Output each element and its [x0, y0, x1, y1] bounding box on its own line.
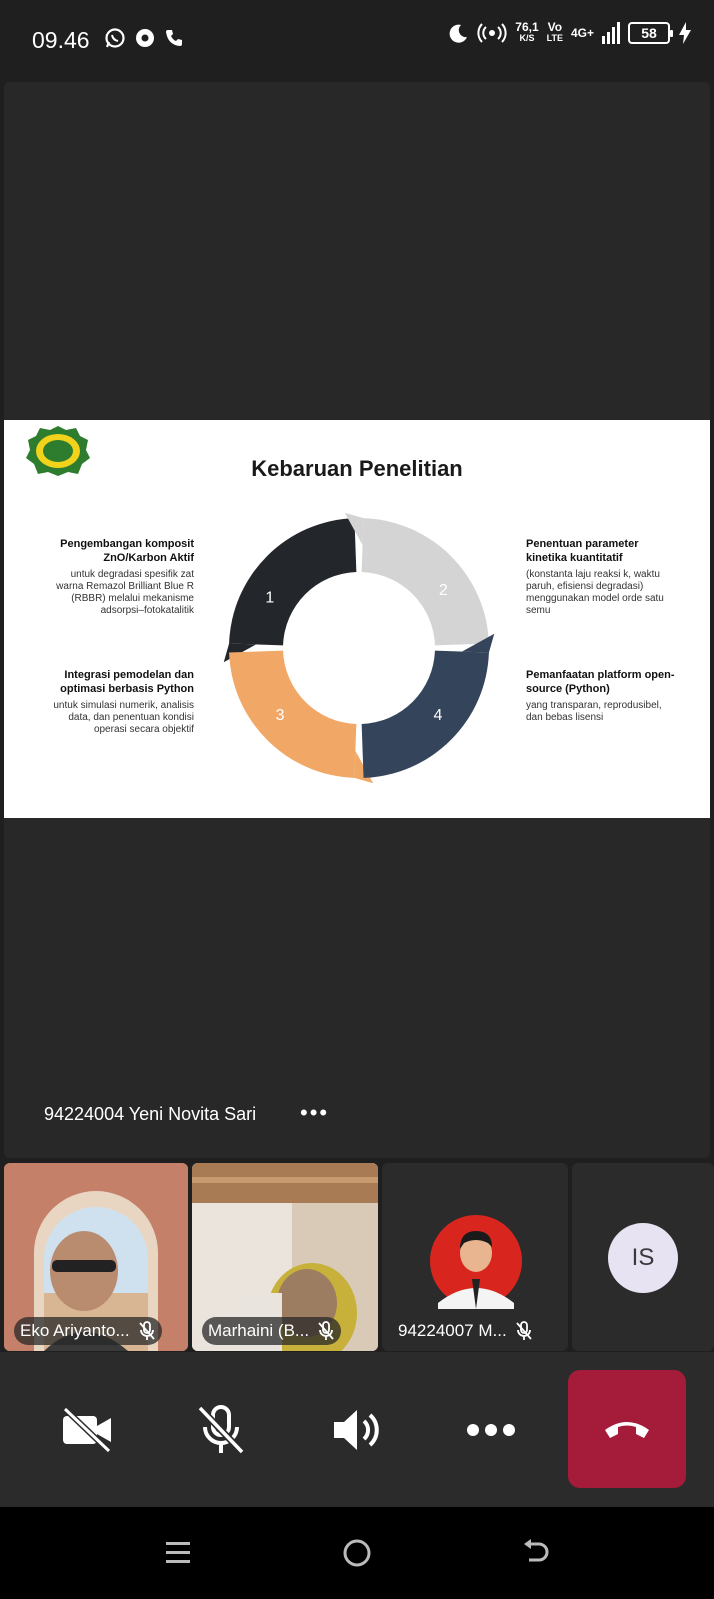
active-speaker-name: 94224004 Yeni Novita Sari — [44, 1104, 257, 1124]
item-4 — [526, 668, 678, 724]
more-options-button[interactable] — [446, 1352, 536, 1507]
slide-title: Kebaruan Penelitian — [251, 456, 463, 481]
recent-apps-button[interactable] — [148, 1529, 208, 1577]
item-3-body: untuk simulasi numerik, analisis data, dan penentuan kondisi operasi secara objektif — [53, 700, 194, 735]
cycle-diagram — [219, 508, 499, 788]
more-icon — [466, 1423, 516, 1437]
back-icon — [521, 1538, 551, 1568]
system-nav-bar — [0, 1507, 714, 1599]
avatar — [428, 1213, 524, 1309]
status-bar — [0, 0, 714, 80]
signal-icon — [602, 22, 620, 44]
recents-icon — [164, 1539, 192, 1567]
shared-slide — [4, 420, 710, 818]
network-type: 4G+ — [570, 25, 594, 40]
participant-name: Marhaini (B... — [208, 1321, 310, 1340]
speaker-toggle-button[interactable] — [312, 1352, 402, 1507]
cycle-number-4: 4 — [433, 707, 443, 725]
participant-tile[interactable] — [192, 1163, 378, 1351]
camera-off-icon — [61, 1407, 113, 1453]
location-icon — [134, 27, 156, 49]
speaker-more-button[interactable]: ••• — [300, 1100, 330, 1125]
net-speed: 76,1 K/S — [515, 20, 539, 43]
participant-tile[interactable] — [572, 1163, 714, 1351]
whatsapp-icon — [104, 27, 126, 49]
item-2-heading: Penentuan parameter kinetika kuantitatif — [526, 538, 639, 564]
call-controls — [0, 1352, 714, 1507]
item-2-body: (konstanta laju reaksi k, waktu paruh, efisiensi degradasi) menggunakan model orde satu semu — [526, 569, 664, 616]
cycle-segment-1 — [229, 518, 356, 645]
system-indicators — [447, 22, 692, 44]
item-3 — [42, 668, 194, 736]
item-1 — [42, 537, 194, 617]
participant-name-bar — [14, 1317, 162, 1345]
cycle-number-3: 3 — [275, 707, 285, 725]
clock: 09.46 — [32, 27, 90, 53]
participant-name-bar — [202, 1317, 341, 1345]
cycle-segment-3 — [229, 651, 356, 778]
item-1-heading: Pengembangan komposit ZnO/Karbon Aktif — [60, 538, 194, 564]
mic-off-icon — [196, 1404, 246, 1456]
cycle-number-2: 2 — [438, 581, 448, 599]
charging-icon — [678, 22, 692, 44]
moon-icon — [447, 22, 469, 44]
item-4-body: yang transparan, reprodusibel, dan bebas lisensi — [526, 700, 662, 723]
participant-name: Eko Ariyanto... — [20, 1321, 130, 1340]
back-button[interactable] — [506, 1529, 566, 1577]
item-2 — [526, 537, 678, 617]
avatar-initials: IS — [608, 1223, 678, 1293]
speaker-icon — [331, 1407, 383, 1453]
cycle-segment-4 — [362, 651, 489, 778]
cycle-segment-2 — [362, 518, 489, 645]
home-button[interactable] — [327, 1529, 387, 1577]
participant-name: 94224007 M... — [398, 1321, 507, 1340]
participant-tile[interactable] — [4, 1163, 188, 1351]
volte-indicator: Vo LTE — [546, 20, 563, 43]
item-4-heading: Pemanfaatan platform open-source (Python) — [526, 669, 675, 695]
mic-toggle-button[interactable] — [176, 1352, 266, 1507]
home-icon — [342, 1538, 372, 1568]
participant-name-bar — [392, 1317, 539, 1345]
end-call-button[interactable] — [568, 1370, 686, 1488]
mic-off-icon — [515, 1321, 533, 1341]
cycle-number-1: 1 — [265, 589, 275, 607]
hotspot-icon — [477, 22, 507, 44]
item-1-body: untuk degradasi spesifik zat warna Remazol Brilliant Blue R (RBBR) melalui mekanisme adsorpsi–fotokatalitik — [56, 569, 194, 616]
phone-icon — [164, 28, 184, 48]
mic-off-icon — [317, 1321, 335, 1341]
participant-strip — [0, 1163, 714, 1351]
participant-tile[interactable] — [382, 1163, 568, 1351]
battery-indicator: 58 — [628, 22, 670, 44]
item-3-heading: Integrasi pemodelan dan optimasi berbasis Python — [60, 669, 194, 695]
end-call-icon — [602, 1416, 652, 1442]
camera-toggle-button[interactable] — [42, 1352, 132, 1507]
mic-off-icon — [138, 1321, 156, 1341]
notification-icons — [104, 27, 184, 49]
